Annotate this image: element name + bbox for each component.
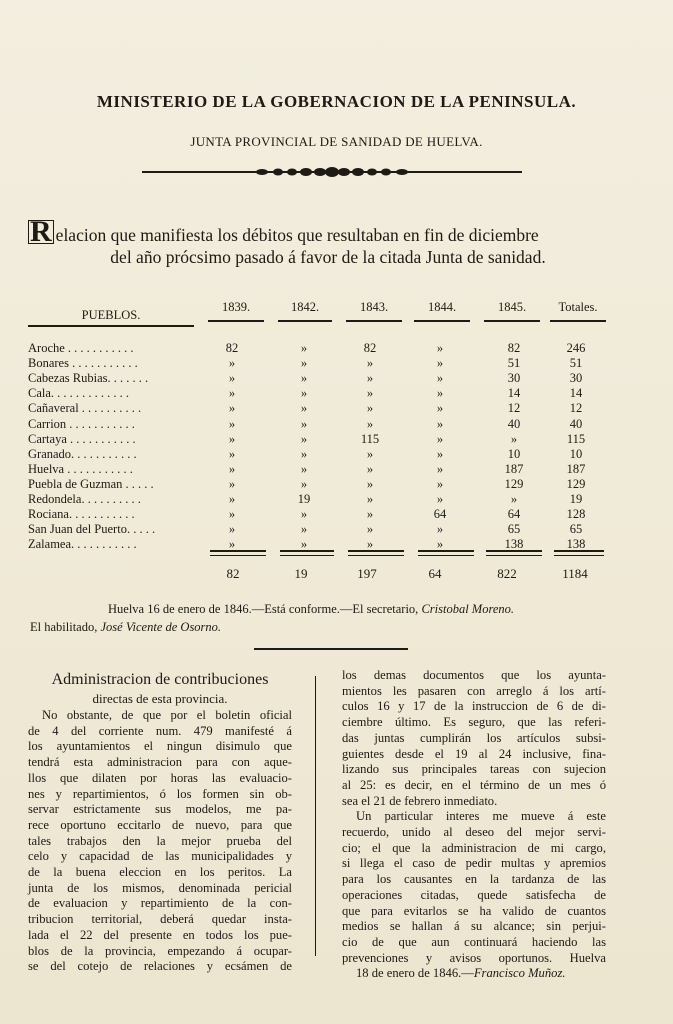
- article-line: para los causantes en la tardanza de las: [342, 872, 606, 887]
- table-cell: 65: [569, 522, 583, 537]
- article-line: recuerdo, unido al deseo del mejor servi-: [342, 825, 606, 840]
- table-cell: »: [510, 431, 518, 446]
- ornamental-rule: [142, 166, 522, 178]
- pueblo-name: Bonares . . . . . . . . . . .: [28, 356, 138, 371]
- column-divider: [315, 676, 316, 956]
- table-cell: »: [300, 507, 308, 522]
- table-cell: »: [366, 356, 374, 371]
- table-cell: 30: [507, 371, 521, 386]
- table-cell: »: [436, 341, 444, 355]
- article-line: lada el 22 del presente en todos los pue-: [28, 927, 292, 942]
- table-row: [0, 507, 673, 522]
- table-cell: »: [300, 386, 308, 401]
- total-1843: 197: [357, 566, 377, 581]
- pueblo-name: San Juan del Puerto. . . . .: [28, 522, 156, 537]
- article-line: ciembre último. Es seguro, que las referi-: [342, 715, 606, 730]
- table-cell: 129: [566, 476, 586, 491]
- table-cell: »: [366, 386, 374, 401]
- article-line: de evaluacion y repartimiento de la con-: [28, 896, 292, 911]
- table-cell: 64: [507, 507, 521, 522]
- table-row: [0, 356, 673, 371]
- table-cell: »: [300, 416, 308, 431]
- article-line: se del cotejo de relaciones y ecsámen de: [28, 959, 292, 974]
- table-cell: »: [366, 416, 374, 431]
- table-row: [0, 492, 673, 507]
- article-left-text: [28, 708, 292, 975]
- article-line: tales trabajos den la mejor prueba del: [28, 833, 292, 848]
- author-name: Francisco Muñoz.: [473, 966, 566, 981]
- table-cell: »: [300, 446, 308, 461]
- article-left-column: [28, 670, 292, 975]
- table-cell: »: [300, 371, 308, 386]
- table-cell: 12: [569, 401, 583, 416]
- table-row: [0, 432, 673, 447]
- total-1845: 822: [497, 566, 517, 581]
- total-totales: 1184: [562, 566, 588, 581]
- table-cell: 19: [297, 492, 311, 506]
- table-cell: »: [300, 341, 308, 355]
- article-subtitle: directas de esta provincia.: [92, 691, 228, 706]
- article-line: prevenciones y avisos oportunos. Huelva: [342, 950, 606, 965]
- pueblo-name: Rociana. . . . . . . . . . .: [28, 507, 135, 522]
- table-cell: »: [300, 461, 308, 476]
- table-cell: »: [366, 446, 374, 461]
- ministry-heading: MINISTERIO DE LA GOBERNACION DE LA PENINSULA.: [96, 92, 577, 111]
- article-right-text: [342, 668, 606, 966]
- table-cell: »: [300, 476, 308, 491]
- article-line: blos de la provincia, empezando á ocupar-: [28, 943, 292, 958]
- pueblo-name: Redondela. . . . . . . . . .: [28, 492, 141, 506]
- article-line: los demas documentos que los ayunta-: [342, 668, 606, 682]
- table-cell: »: [436, 356, 444, 371]
- footer-line-1: Huelva 16 de enero de 1846.—Está conforme.—El secretario, Cristobal Moreno.: [108, 602, 515, 616]
- table-cell: »: [366, 476, 374, 491]
- section-divider: [254, 648, 408, 650]
- article-line: tendrá esta administracion para con aque-: [28, 755, 292, 770]
- table-cell: 19: [569, 492, 583, 506]
- table-cell: 30: [569, 371, 583, 386]
- table-cell: 10: [507, 446, 521, 461]
- table-cell: »: [228, 537, 236, 552]
- table-cell: »: [300, 431, 308, 446]
- table-cell: »: [366, 522, 374, 537]
- table-cell: »: [228, 401, 236, 416]
- table-cell: »: [228, 416, 236, 431]
- pueblo-name: Cañaveral . . . . . . . . . .: [28, 401, 142, 416]
- article-line: medios se hallan á su alcance; sin perjui-: [342, 919, 606, 934]
- table-cell: »: [436, 476, 444, 491]
- table-cell: »: [436, 371, 444, 386]
- article-line: llos que dilaten por horas las evaluacio-: [28, 770, 292, 785]
- table-row: [0, 447, 673, 462]
- article-line: los ayuntamientos el ningun disimulo que: [28, 739, 292, 754]
- title-line-2: del año prócsimo pasado á favor de la citada Junta de sanidad.: [110, 247, 546, 267]
- col-header-totales: Totales.: [550, 300, 606, 315]
- total-1844: 64: [428, 566, 442, 581]
- article-line: celo y capacidad de las municipalidades y: [28, 849, 292, 864]
- article-line: culos 16 y 17 de la instruccion de 6 de di-: [342, 699, 606, 714]
- table-cell: 115: [360, 431, 380, 446]
- article-line: de 4 del corriente num. 479 manifesté á: [28, 723, 292, 738]
- table-row: [0, 477, 673, 492]
- table-cell: »: [366, 492, 374, 506]
- table-cell: 246: [566, 341, 586, 355]
- table-cell: 128: [566, 507, 586, 522]
- table-cell: »: [300, 356, 308, 371]
- table-cell: »: [436, 416, 444, 431]
- table-cell: »: [366, 371, 374, 386]
- table-row: [0, 371, 673, 386]
- table-cell: 40: [569, 416, 583, 431]
- junta-heading: JUNTA PROVINCIAL DE SANIDAD DE HUELVA.: [190, 134, 483, 149]
- table-cell: »: [228, 476, 236, 491]
- col-header-1842: 1842.: [278, 300, 332, 315]
- article-line: que para evitarlos se ha valido de cuantos: [342, 903, 606, 918]
- table-cell: 187: [504, 461, 524, 476]
- article-line: operaciones citadas, quede satisfecha de: [342, 887, 606, 902]
- table-cell: »: [436, 537, 444, 552]
- table-cell: 187: [566, 461, 586, 476]
- table-row: [0, 417, 673, 432]
- article-line: junta de los mismos, denominada pericial: [28, 880, 292, 895]
- table-row: [0, 401, 673, 416]
- report-footer: [30, 600, 630, 636]
- table-cell: 64: [433, 507, 447, 522]
- table-row: [0, 462, 673, 477]
- table-cell: 138: [566, 537, 586, 552]
- table-cell: 65: [507, 522, 521, 537]
- table-cell: 115: [566, 431, 586, 446]
- pueblo-name: Huelva . . . . . . . . . . .: [28, 461, 133, 476]
- pueblo-name: Zalamea. . . . . . . . . . .: [28, 537, 137, 552]
- table-cell: 51: [507, 356, 521, 371]
- table-cell: »: [510, 492, 518, 506]
- table-cell: »: [228, 386, 236, 401]
- col-header-1845: 1845.: [484, 300, 540, 315]
- table-cell: »: [366, 537, 374, 552]
- col-header-pueblos: PUEBLOS.: [28, 300, 194, 315]
- article-line: de la buena eleccion en los peritos. La: [28, 865, 292, 880]
- table-cell: »: [228, 461, 236, 476]
- article-line: mientos les pasaren con arreglo á los artí-: [342, 683, 606, 698]
- table-cell: 82: [225, 341, 239, 355]
- table-cell: »: [228, 446, 236, 461]
- table-cell: »: [228, 356, 236, 371]
- col-header-1844: 1844.: [414, 300, 470, 315]
- article-line: cio de que aun continuará haciendo las: [342, 934, 606, 949]
- article-right-column: [342, 668, 606, 982]
- article-closing: 18 de enero de 1846.—Francisco Muñoz.: [356, 966, 566, 981]
- table-cell: »: [300, 537, 308, 552]
- table-cell: »: [228, 431, 236, 446]
- table-cell: »: [366, 461, 374, 476]
- table-cell: »: [228, 507, 236, 522]
- pueblo-name: Puebla de Guzman . . . . .: [28, 476, 154, 491]
- table-cell: 40: [507, 416, 521, 431]
- title-line-1: elacion que manifiesta los débitos que resultaban en fin de diciembre: [55, 225, 539, 245]
- table-cell: 82: [507, 341, 521, 355]
- article-line: al 25: es decir, en el término de un mes ó: [342, 777, 606, 792]
- table-cell: »: [366, 401, 374, 416]
- article-line: No obstante, de que por el boletin oficial: [42, 708, 292, 722]
- table-cell: »: [436, 461, 444, 476]
- table-cell: »: [436, 446, 444, 461]
- article-line: rece oportuno eccitarlo de nuevo, para que: [28, 817, 292, 832]
- secretary-name: Cristobal Moreno.: [421, 602, 515, 616]
- pueblo-name: Aroche . . . . . . . . . . .: [28, 341, 134, 355]
- pueblo-name: Carrion . . . . . . . . . . .: [28, 416, 135, 431]
- table-cell: »: [228, 492, 236, 506]
- table-cell: 12: [507, 401, 521, 416]
- table-cell: 129: [504, 476, 524, 491]
- pueblo-name: Cala. . . . . . . . . . . . .: [28, 386, 130, 401]
- table-cell: »: [436, 492, 444, 506]
- article-line: tribucion territorial, deberá quedar insta-: [28, 912, 292, 927]
- table-cell: »: [366, 507, 374, 522]
- article-line: sea el 21 de febrero inmediato.: [342, 793, 498, 808]
- table-cell: »: [228, 371, 236, 386]
- table-cell: »: [436, 431, 444, 446]
- table-cell: 82: [363, 341, 377, 355]
- table-cell: »: [228, 522, 236, 537]
- drop-capital: R: [30, 215, 52, 248]
- article-line: lizando sus principales tareas con sujecion: [342, 762, 606, 777]
- footer-line-2: El habilitado, José Vicente de Osorno.: [30, 620, 222, 634]
- article-line: das juntas cumplirán los artículos subsi-: [342, 730, 606, 745]
- total-1842: 19: [294, 566, 308, 581]
- table-row: [0, 386, 673, 401]
- table-cell: 14: [507, 386, 521, 401]
- table-cell: »: [300, 401, 308, 416]
- table-cell: 14: [569, 386, 583, 401]
- article-line: Un particular interes me mueve á este: [356, 809, 606, 824]
- table-cell: »: [300, 522, 308, 537]
- article-line: servar estrictamente sus modelos, me pa-: [28, 802, 292, 817]
- report-title: [28, 215, 608, 268]
- habilitado-name: José Vicente de Osorno.: [100, 620, 222, 634]
- article-line: nes y repartimientos, ó los formen sin ob-: [28, 786, 292, 801]
- article-line: si llega el caso de pedir multas y apremios: [342, 856, 606, 871]
- table-cell: 51: [569, 356, 583, 371]
- article-title: Administracion de contribuciones: [51, 671, 269, 688]
- total-1839: 82: [226, 566, 240, 581]
- col-header-1839: 1839.: [208, 300, 264, 315]
- table-cell: »: [436, 401, 444, 416]
- table-cell: »: [436, 522, 444, 537]
- table-row: [0, 522, 673, 537]
- table-cell: 138: [504, 537, 524, 552]
- article-line: guientes desde el 19 al 24 inclusive, fina-: [342, 746, 606, 761]
- article-line: cio; el que la administracion de mi cargo,: [342, 840, 606, 855]
- pueblo-name: Cartaya . . . . . . . . . . .: [28, 431, 136, 446]
- table-cell: »: [436, 386, 444, 401]
- table-cell: 10: [569, 446, 583, 461]
- table-row: [0, 341, 673, 356]
- col-header-1843: 1843.: [346, 300, 402, 315]
- pueblo-name: Granado. . . . . . . . . . .: [28, 446, 137, 461]
- pueblo-name: Cabezas Rubias. . . . . . .: [28, 371, 149, 386]
